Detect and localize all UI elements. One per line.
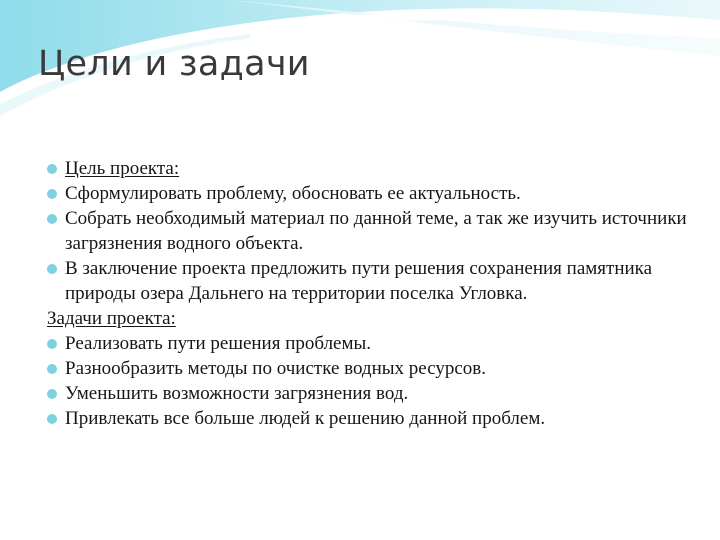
- tasks-heading: Задачи проекта:: [47, 308, 176, 329]
- task-text: Разнообразить методы по очистке водных ресурсов.: [65, 358, 487, 379]
- list-item: [46, 256, 696, 306]
- bullet-dot-icon: [47, 414, 57, 424]
- bullet-dot-icon: [47, 389, 57, 399]
- goal-text: Сформулировать проблему, обосновать ее актуальность.: [65, 183, 521, 204]
- list-item: [46, 356, 696, 381]
- task-text: Привлекать все больше людей к решению данной проблем.: [65, 408, 546, 429]
- list-item: [46, 381, 696, 406]
- bullet-dot-icon: [47, 339, 57, 349]
- task-text: Реализовать пути решения проблемы.: [65, 333, 372, 354]
- tasks-heading-row: [47, 306, 697, 331]
- bullet-dot-icon: [47, 364, 57, 374]
- bullet-dot-icon: [47, 164, 57, 174]
- goal-text: В заключение проекта предложить пути решения сохранения памятника природы озера Дальнего на территории поселка Угловка.: [65, 258, 653, 304]
- bullet-dot-icon: [47, 264, 57, 274]
- list-item: [46, 206, 696, 256]
- slide-content: [46, 156, 696, 431]
- list-item: [46, 331, 696, 356]
- bullet-dot-icon: [47, 189, 57, 199]
- list-item: [46, 156, 696, 181]
- list-item: [46, 181, 696, 206]
- goals-heading: Цель проекта:: [65, 158, 180, 179]
- list-item: [46, 406, 696, 431]
- goal-text: Собрать необходимый материал по данной теме, а так же изучить источники загрязнения водного объекта.: [65, 208, 687, 254]
- task-text: Уменьшить возможности загрязнения вод.: [65, 383, 409, 404]
- bullet-dot-icon: [47, 214, 57, 224]
- page-title: Цели и задачи: [38, 44, 310, 84]
